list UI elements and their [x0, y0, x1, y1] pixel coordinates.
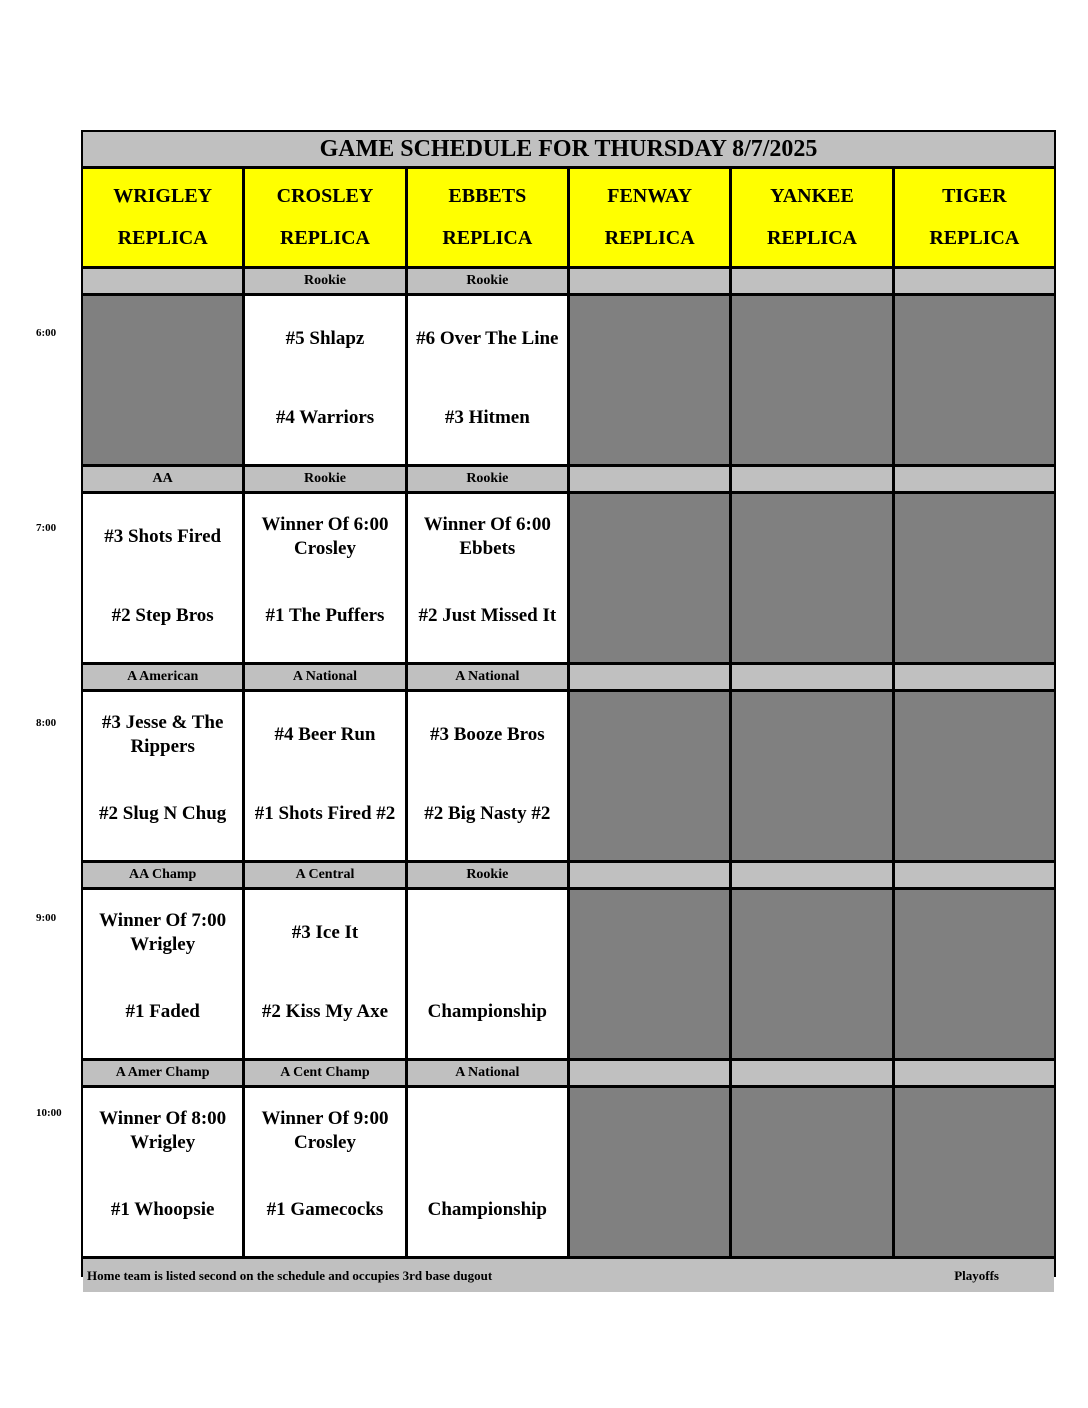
field-subtitle: REPLICA — [604, 227, 695, 250]
home-team: #1 Faded — [125, 1001, 200, 1022]
schedule-title: GAME SCHEDULE FOR THURSDAY 8/7/2025 — [83, 132, 1054, 166]
division-label — [570, 863, 729, 887]
field-subtitle: REPLICA — [929, 227, 1020, 250]
time-label: 10:00 — [36, 1107, 62, 1119]
field-subtitle: REPLICA — [117, 227, 208, 250]
field-name: CROSLEY — [276, 184, 374, 207]
empty-slot — [570, 1088, 729, 1256]
away-team: #3 Jesse & The Rippers — [101, 712, 224, 757]
away-team: #5 Shlapz — [285, 328, 365, 349]
away-team: Winner Of 8:00 Wrigley — [99, 1108, 227, 1153]
away-team: Winner Of 9:00 Crosley — [261, 1108, 389, 1153]
empty-slot — [895, 890, 1054, 1058]
game-cell — [83, 1088, 242, 1256]
field-header-tiger — [895, 169, 1054, 266]
empty-slot — [895, 494, 1054, 662]
game-cell — [408, 692, 567, 860]
field-name: WRIGLEY — [113, 184, 213, 207]
empty-slot — [570, 890, 729, 1058]
division-label: Rookie — [408, 863, 567, 887]
game-cell — [245, 692, 404, 860]
game-cell — [83, 692, 242, 860]
division-label: AA Champ — [83, 863, 242, 887]
field-header-yankee — [732, 169, 891, 266]
home-team: #2 Big Nasty #2 — [424, 803, 551, 824]
empty-slot — [732, 494, 891, 662]
division-label: Rookie — [408, 269, 567, 293]
time-label: 6:00 — [36, 327, 57, 339]
division-label — [732, 863, 891, 887]
away-team: #3 Ice It — [291, 922, 359, 943]
schedule-table — [81, 130, 1056, 1283]
home-team: #1 Whoopsie — [110, 1199, 215, 1220]
division-label — [732, 1061, 891, 1085]
game-cell — [408, 296, 567, 464]
home-team: #3 Hitmen — [444, 407, 530, 428]
field-header-crosley — [245, 169, 404, 266]
field-header-fenway — [570, 169, 729, 266]
away-team — [410, 1106, 565, 1156]
field-header-wrigley — [83, 169, 242, 266]
playoffs-tag: Playoffs — [954, 1267, 999, 1283]
away-team: Winner Of 7:00 Wrigley — [99, 910, 227, 955]
game-cell — [245, 296, 404, 464]
division-label: A Amer Champ — [83, 1061, 242, 1085]
home-team: #2 Slug N Chug — [99, 803, 227, 824]
division-label: Rookie — [245, 269, 404, 293]
division-label: A National — [408, 665, 567, 689]
home-team: #1 Shots Fired #2 — [254, 803, 396, 824]
field-subtitle: REPLICA — [766, 227, 857, 250]
division-label — [570, 1061, 729, 1085]
division-label: Rookie — [245, 467, 404, 491]
division-label: Rookie — [408, 467, 567, 491]
field-name: FENWAY — [607, 184, 693, 207]
game-cell — [408, 890, 567, 1058]
division-label: A American — [83, 665, 242, 689]
division-label: A Central — [245, 863, 404, 887]
field-name: TIGER — [942, 184, 1007, 207]
division-label: A National — [245, 665, 404, 689]
game-cell — [245, 494, 404, 662]
division-label — [895, 1061, 1054, 1085]
home-team: Championship — [427, 1001, 547, 1022]
division-label — [895, 665, 1054, 689]
division-label — [570, 665, 729, 689]
empty-slot — [732, 296, 891, 464]
away-team: #6 Over The Line — [416, 328, 559, 349]
division-label: AA — [83, 467, 242, 491]
home-team: #4 Warriors — [275, 407, 375, 428]
empty-slot — [732, 692, 891, 860]
home-team-note: Home team is listed second on the schedule and occupies 3rd base dugout — [87, 1267, 493, 1283]
empty-slot — [570, 296, 729, 464]
home-team: #2 Just Missed It — [418, 605, 557, 626]
game-cell — [408, 1088, 567, 1256]
home-team: #2 Step Bros — [111, 605, 214, 626]
time-label: 7:00 — [36, 522, 57, 534]
away-team: #4 Beer Run — [274, 724, 376, 745]
home-team: #1 Gamecocks — [266, 1199, 384, 1220]
division-label — [732, 665, 891, 689]
division-label — [83, 269, 242, 293]
empty-slot — [732, 1088, 891, 1256]
empty-slot — [570, 692, 729, 860]
game-cell — [408, 494, 567, 662]
division-label — [895, 467, 1054, 491]
division-label — [570, 467, 729, 491]
time-label: 9:00 — [36, 912, 57, 924]
division-label — [570, 269, 729, 293]
empty-slot — [570, 494, 729, 662]
field-subtitle: REPLICA — [442, 227, 533, 250]
field-name: YANKEE — [770, 184, 854, 207]
game-cell — [83, 494, 242, 662]
schedule-footer — [83, 1259, 1054, 1292]
division-label — [732, 269, 891, 293]
game-cell — [83, 890, 242, 1058]
field-subtitle: REPLICA — [279, 227, 370, 250]
game-cell — [245, 1088, 404, 1256]
empty-slot — [83, 296, 242, 464]
field-header-ebbets — [408, 169, 567, 266]
home-team: #2 Kiss My Axe — [261, 1001, 389, 1022]
home-team: Championship — [427, 1199, 547, 1220]
empty-slot — [895, 692, 1054, 860]
empty-slot — [895, 1088, 1054, 1256]
division-label: A National — [408, 1061, 567, 1085]
division-label: A Cent Champ — [245, 1061, 404, 1085]
away-team: #3 Booze Bros — [429, 724, 545, 745]
time-label: 8:00 — [36, 717, 57, 729]
away-team: Winner Of 6:00 Ebbets — [423, 514, 551, 559]
away-team — [410, 908, 565, 958]
empty-slot — [732, 890, 891, 1058]
away-team: #3 Shots Fired — [104, 526, 222, 547]
home-team: #1 The Puffers — [265, 605, 385, 626]
field-name: EBBETS — [448, 184, 527, 207]
empty-slot — [895, 296, 1054, 464]
game-cell — [245, 890, 404, 1058]
division-label — [895, 269, 1054, 293]
division-label — [732, 467, 891, 491]
division-label — [895, 863, 1054, 887]
away-team: Winner Of 6:00 Crosley — [261, 514, 389, 559]
